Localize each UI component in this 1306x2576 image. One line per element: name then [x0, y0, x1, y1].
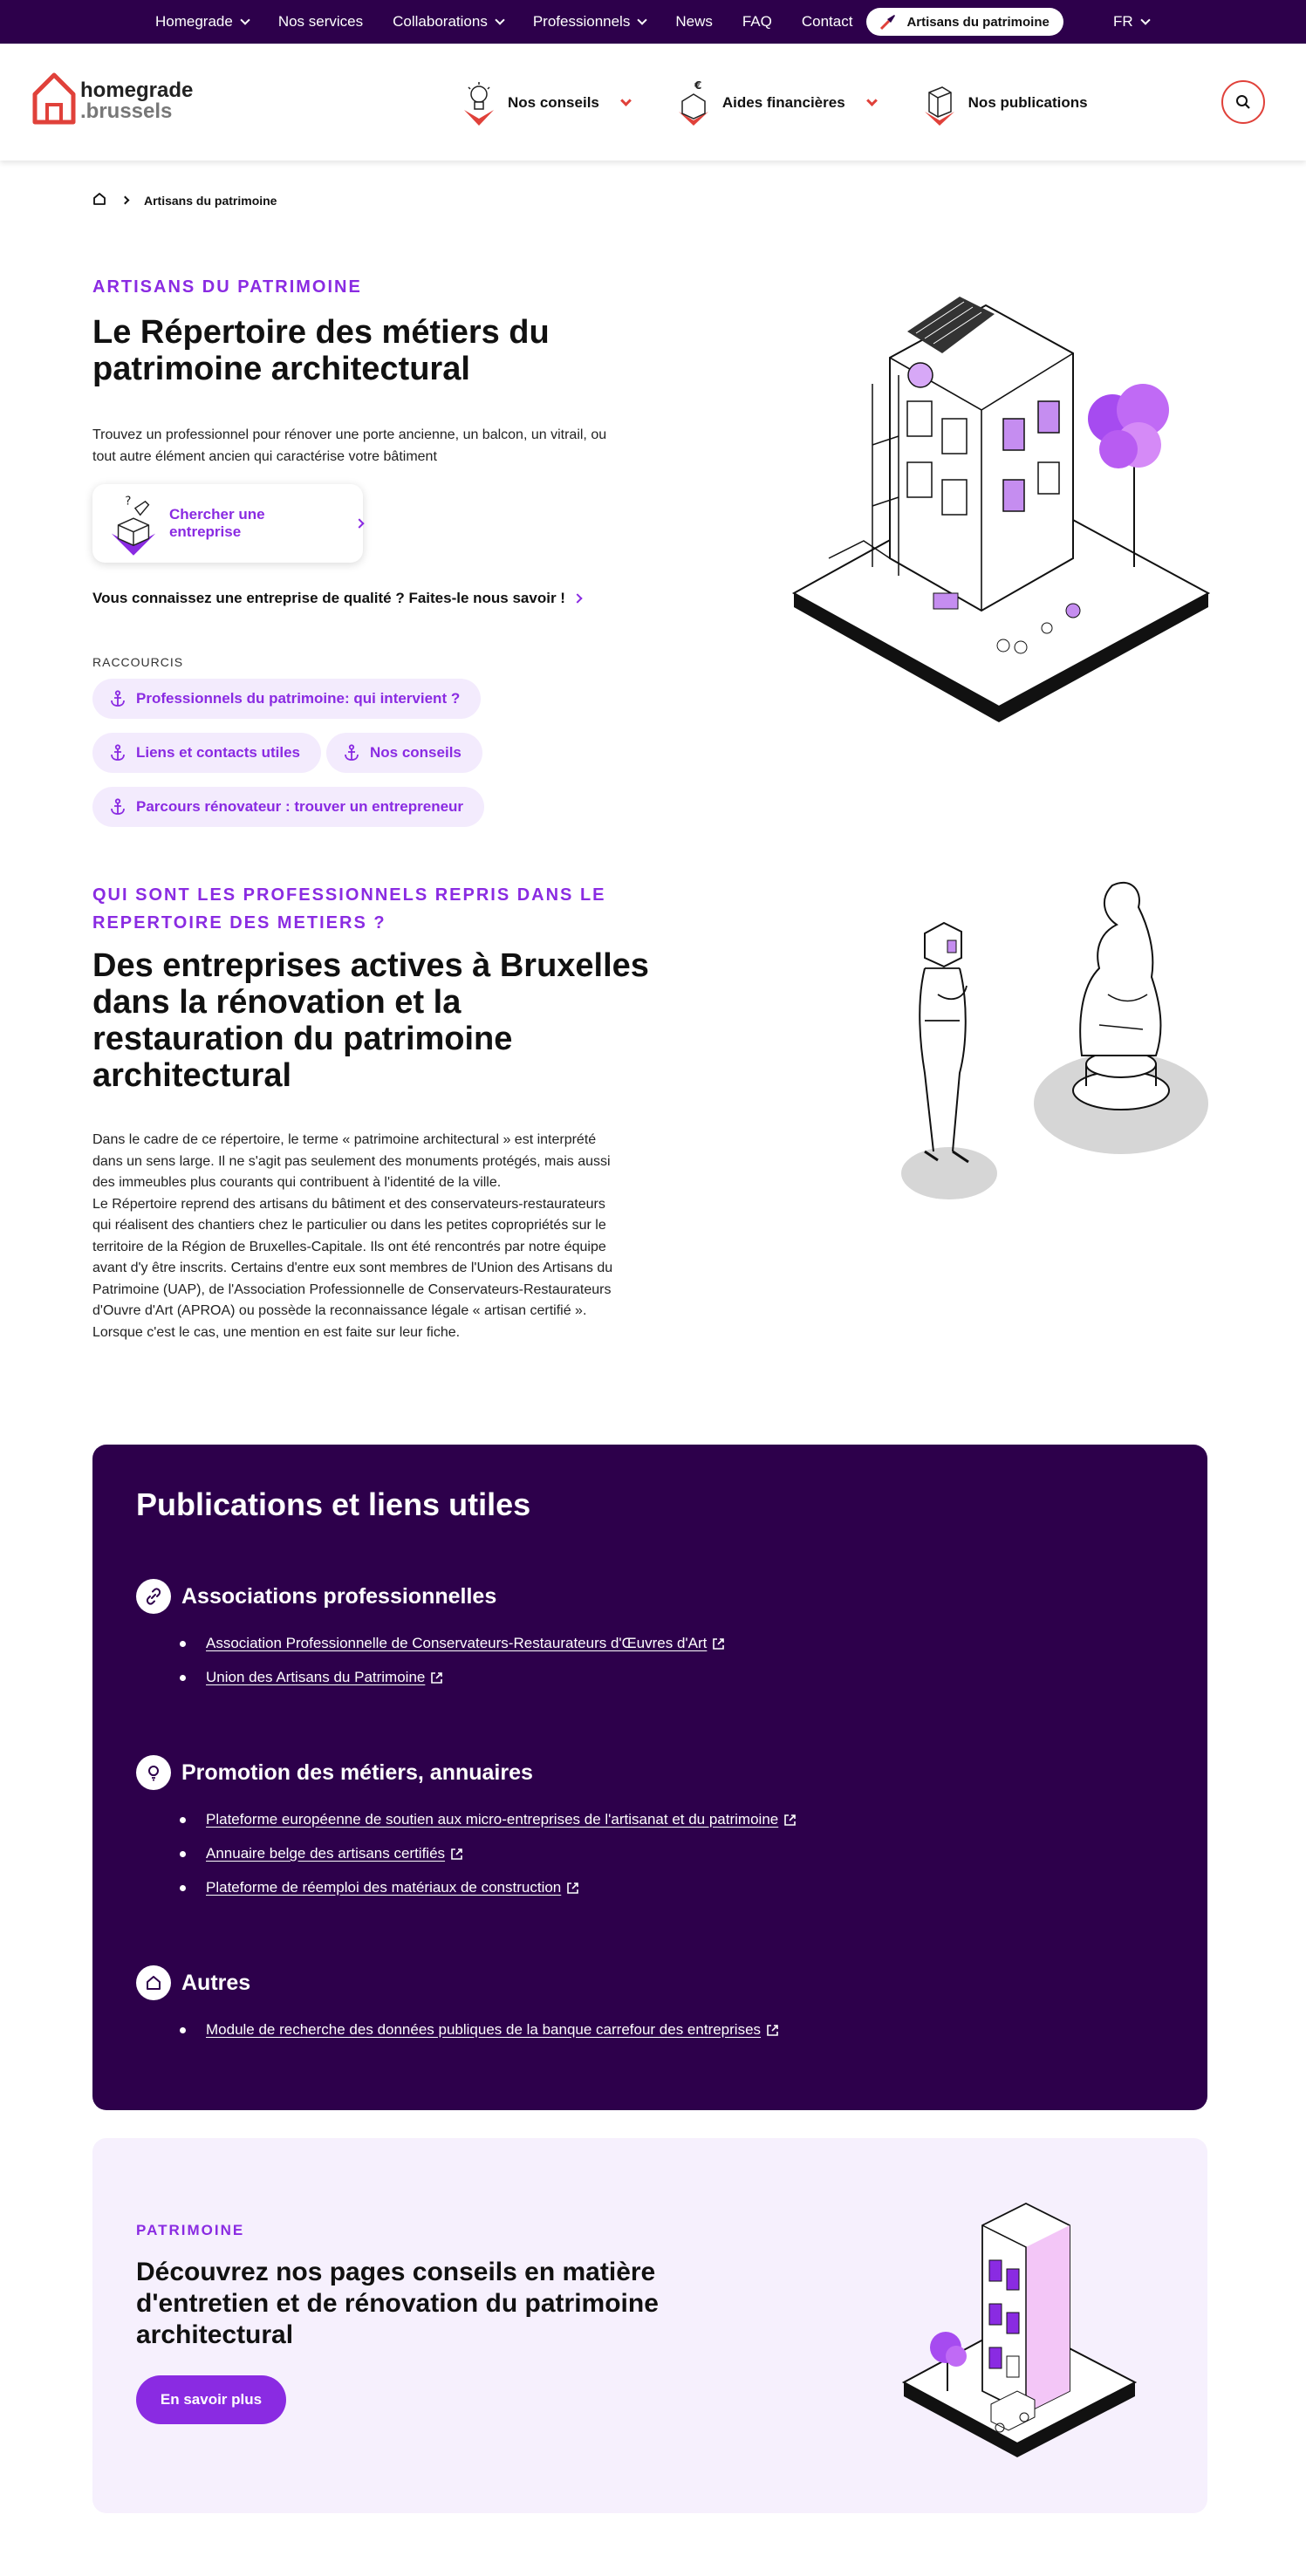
- publications-panel: [92, 1445, 1207, 2110]
- publications-title: Publications et liens utiles: [136, 1486, 531, 1522]
- topnav-professionnels[interactable]: Professionnels: [533, 13, 646, 31]
- list-item: [180, 1635, 725, 1652]
- chevron-down-icon: [1140, 15, 1150, 24]
- breadcrumb-separator: [121, 196, 130, 205]
- anchor-icon: [110, 798, 126, 816]
- shortcuts-label: RACCOURCIS: [92, 655, 184, 669]
- pub-group-title: Associations professionnelles: [181, 1583, 497, 1609]
- townhouse-illustration: [895, 2182, 1148, 2478]
- nav-nos-publications[interactable]: Nos publications: [921, 80, 1088, 126]
- house-logo-icon: [31, 72, 77, 126]
- cta-panel: [92, 2138, 1207, 2513]
- hero-eyebrow: ARTISANS DU PATRIMOINE: [92, 277, 362, 297]
- hero-description: Trouvez un professionnel pour rénover une porte ancienne, un balcon, un vitrail, ou tout autre élément ancien qui caractérise votre bâtiment: [92, 427, 607, 464]
- section-eyebrow: QUI SONT LES PROFESSIONNELS REPRIS DANS LE REPERTOIRE DES METIERS ?: [92, 885, 606, 933]
- search-button[interactable]: [1221, 80, 1265, 124]
- shortcut-liens[interactable]: Liens et contacts utiles: [92, 733, 321, 773]
- pub-group-associations: [136, 1579, 725, 1703]
- section-paragraph: Le Répertoire reprend des artisans du bâtiment et des conservateurs-restaurateurs qui réalisent des chantiers chez le particulier ou dans les petites copropriétés sur le territoire de la Région de Bruxelles-Capitale. Ils ont été rencontrés par notre équipe avant d'y être inscrits. Certains d'entre eux sont membres de l'Union des Artisans du Patrimoine (UAP), de l'Association Professionnelle de Conservateurs-Restaurateurs d'Ouvre d'Art (APROA) ou possède la reconnaissance légale « artisan certifié ». Lorsque c'est le cas, une mention en est faite sur leur fiche.: [92, 1196, 613, 1340]
- breadcrumb: [92, 192, 277, 208]
- pub-group-title: Promotion des métiers, annuaires: [181, 1759, 533, 1785]
- topnav-homegrade[interactable]: Homegrade: [155, 13, 249, 31]
- pub-link[interactable]: Association Professionnelle de Conservateurs-Restaurateurs d'Œuvres d'Art: [206, 1635, 708, 1651]
- suggest-company-link[interactable]: Vous connaissez une entreprise de qualité ? Faites-le nous savoir !: [92, 590, 581, 607]
- chevron-down-icon: [866, 95, 878, 106]
- chevron-down-icon: [638, 15, 647, 24]
- search-icon: [1235, 94, 1251, 110]
- topnav-collaborations[interactable]: Collaborations: [393, 13, 503, 31]
- external-link-icon: [783, 1814, 797, 1827]
- external-link-icon: [712, 1637, 725, 1650]
- building-illustration: [785, 270, 1213, 724]
- topnav-contact[interactable]: Contact: [801, 13, 853, 30]
- shortcut-professionnels[interactable]: Professionnels du patrimoine: qui intervient ?: [92, 679, 481, 719]
- topnav-faq[interactable]: FAQ: [742, 13, 772, 30]
- pub-group-promotion: [136, 1755, 797, 1913]
- pub-group-autres: [136, 1965, 779, 2055]
- anchor-icon: [344, 744, 359, 762]
- main-header: [0, 44, 1306, 161]
- trowel-icon: [879, 12, 898, 31]
- logo[interactable]: [31, 72, 197, 133]
- section-text: [92, 1130, 625, 1343]
- topnav-news[interactable]: News: [675, 13, 713, 30]
- top-nav: [155, 0, 1063, 44]
- list-item: [180, 1669, 725, 1686]
- anchor-icon: [110, 744, 126, 762]
- search-company-icon: [106, 490, 161, 557]
- section-paragraph: Dans le cadre de ce répertoire, le terme « patrimoine architectural » est interprété dans un sens large. Il ne s'agit pas seulement des monuments protégés, mais aussi des immeubles plus courants qui contribuent à l'identité de la ville.: [92, 1132, 611, 1190]
- chevron-down-icon: [240, 15, 250, 24]
- section-title: Des entreprises actives à Bruxelles dans la rénovation et la restauration du patrimoine architectural: [92, 947, 649, 1094]
- search-company-card[interactable]: ? Chercher une entreprise: [92, 484, 363, 563]
- shortcut-parcours[interactable]: Parcours rénovateur : trouver un entrepreneur: [92, 787, 484, 827]
- chevron-right-icon: [572, 593, 582, 603]
- chevron-right-icon: [355, 518, 365, 528]
- language-selector[interactable]: FR: [1113, 0, 1149, 44]
- external-link-icon: [566, 1882, 579, 1895]
- pub-link[interactable]: Module de recherche des données publiques de la banque carrefour des entreprises: [206, 2021, 762, 2038]
- list-item: [180, 1845, 797, 1862]
- anchor-icon: [110, 690, 126, 707]
- pub-link[interactable]: Plateforme européenne de soutien aux micro-entreprises de l'artisanat et du patrimoine: [206, 1811, 779, 1828]
- external-link-icon: [450, 1848, 463, 1861]
- home-icon: [136, 1965, 171, 2000]
- breadcrumb-current: Artisans du patrimoine: [144, 193, 277, 208]
- list-item: [180, 1879, 797, 1896]
- pub-link[interactable]: Plateforme de réemploi des matériaux de construction: [206, 1879, 562, 1896]
- lightbulb-icon: [136, 1755, 171, 1790]
- pub-group-title: Autres: [181, 1970, 251, 1995]
- pub-link[interactable]: Union des Artisans du Patrimoine: [206, 1669, 426, 1685]
- nav-aides-financieres[interactable]: € Aides financières: [675, 80, 876, 126]
- learn-more-button[interactable]: En savoir plus: [136, 2375, 286, 2424]
- main-nav: [461, 79, 1088, 127]
- pub-link[interactable]: Annuaire belge des artisans certifiés: [206, 1845, 446, 1862]
- link-icon: [136, 1579, 171, 1614]
- cta-title: Découvrez nos pages conseils en matière d'entretien et de rénovation du patrimoine architectural: [136, 2258, 659, 2349]
- breadcrumb-home[interactable]: [92, 192, 106, 208]
- external-link-icon: [430, 1671, 443, 1684]
- chevron-down-icon: [495, 15, 504, 24]
- cta-eyebrow: PATRIMOINE: [136, 2222, 245, 2238]
- publications-icon: [921, 80, 958, 126]
- euro-house-icon: [675, 80, 712, 126]
- list-item: [180, 2021, 779, 2039]
- nav-nos-conseils[interactable]: Nos conseils: [461, 80, 630, 126]
- page-title: Le Répertoire des métiers du patrimoine architectural: [92, 314, 550, 387]
- list-item: [180, 1811, 797, 1828]
- chevron-down-icon: [620, 95, 632, 106]
- shortcut-nos-conseils[interactable]: Nos conseils: [326, 733, 482, 773]
- top-bar: [0, 0, 1306, 44]
- topnav-nos-services[interactable]: Nos services: [277, 13, 364, 30]
- thinker-illustration: [890, 872, 1221, 1204]
- svg-text:€: €: [694, 80, 702, 92]
- topnav-artisans-button[interactable]: Artisans du patrimoine: [866, 8, 1063, 36]
- external-link-icon: [766, 2024, 779, 2037]
- logo-text: homegrade .brussels: [80, 79, 194, 123]
- svg-text:?: ?: [125, 494, 132, 509]
- home-icon: [92, 192, 106, 206]
- lightbulb-icon: [461, 80, 497, 126]
